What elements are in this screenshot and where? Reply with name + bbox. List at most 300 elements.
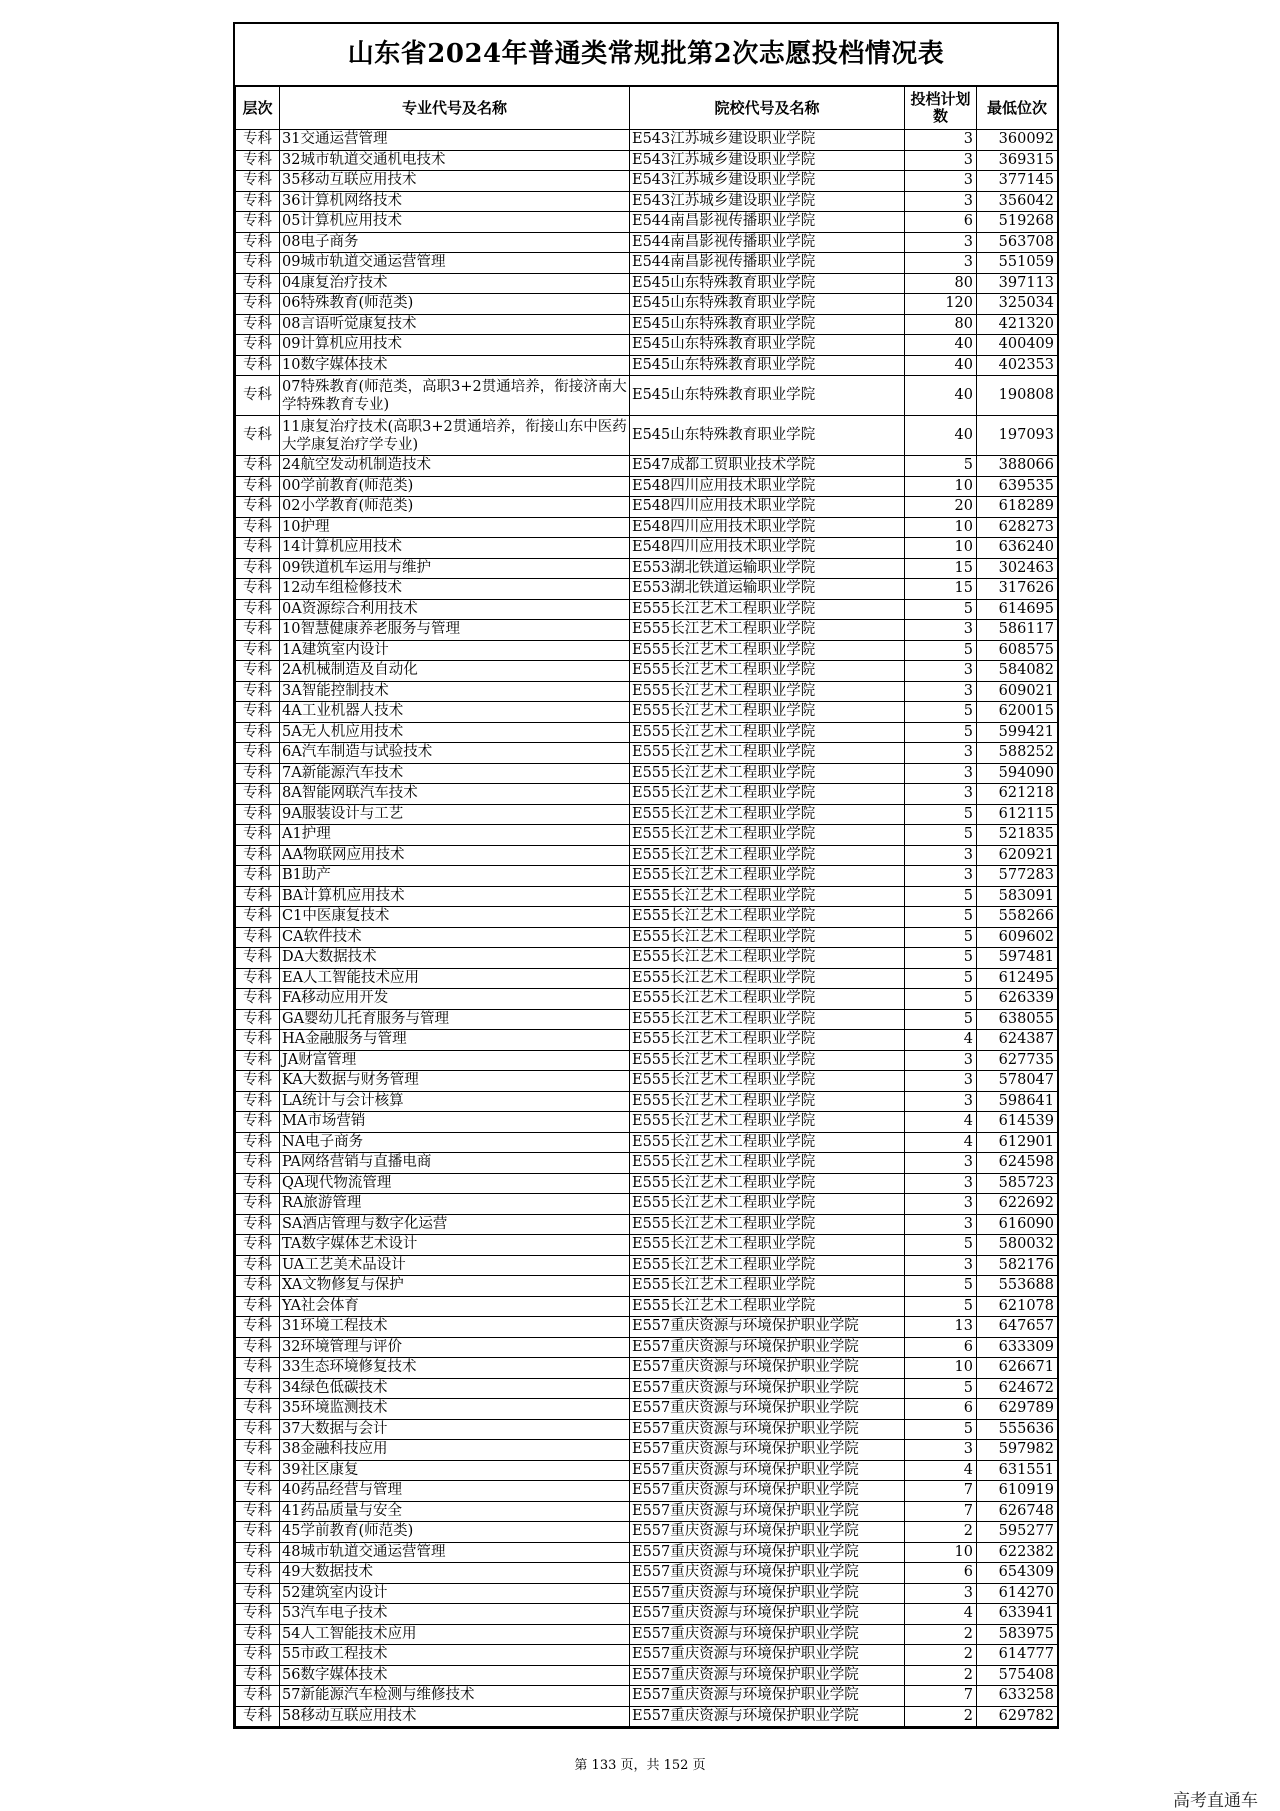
- cell-rank: 421320: [977, 314, 1058, 335]
- cell-rank: 626671: [977, 1358, 1058, 1379]
- cell-plan: 6: [905, 1337, 977, 1358]
- cell-plan: 5: [905, 1378, 977, 1399]
- cell-school: E555长江艺术工程职业学院: [630, 989, 905, 1010]
- admission-table: [235, 87, 1058, 1727]
- table-row: [236, 804, 1058, 825]
- cell-school: E555长江艺术工程职业学院: [630, 1194, 905, 1215]
- table-row: [236, 681, 1058, 702]
- cell-school: E548四川应用技术职业学院: [630, 476, 905, 497]
- cell-plan: 3: [905, 763, 977, 784]
- cell-level: 专科: [236, 1686, 280, 1707]
- cell-level: 专科: [236, 1030, 280, 1051]
- cell-major: 36计算机网络技术: [280, 191, 630, 212]
- cell-level: 专科: [236, 1542, 280, 1563]
- cell-major: 04康复治疗技术: [280, 273, 630, 294]
- cell-school: E543江苏城乡建设职业学院: [630, 150, 905, 171]
- cell-level: 专科: [236, 232, 280, 253]
- table-row: [236, 1419, 1058, 1440]
- brand-watermark: 高考直通车: [1173, 1791, 1258, 1811]
- cell-plan: 2: [905, 1645, 977, 1666]
- cell-plan: 5: [905, 886, 977, 907]
- table-row: [236, 1153, 1058, 1174]
- table-row: [236, 579, 1058, 600]
- cell-rank: 614270: [977, 1583, 1058, 1604]
- table-row: [236, 1665, 1058, 1686]
- cell-plan: 6: [905, 212, 977, 233]
- cell-level: 专科: [236, 722, 280, 743]
- table-row: [236, 743, 1058, 764]
- cell-major: 24航空发动机制造技术: [280, 456, 630, 477]
- cell-level: 专科: [236, 1645, 280, 1666]
- cell-plan: 6: [905, 1563, 977, 1584]
- header-plan: [905, 87, 977, 130]
- cell-school: E555长江艺术工程职业学院: [630, 1255, 905, 1276]
- table-row: [236, 1071, 1058, 1092]
- table-row: [236, 722, 1058, 743]
- cell-plan: 5: [905, 702, 977, 723]
- cell-rank: 621218: [977, 784, 1058, 805]
- cell-rank: 360092: [977, 130, 1058, 151]
- cell-plan: 3: [905, 232, 977, 253]
- table-row: [236, 1358, 1058, 1379]
- cell-major: 35移动互联应用技术: [280, 171, 630, 192]
- table-row: [236, 1542, 1058, 1563]
- cell-plan: 3: [905, 1091, 977, 1112]
- cell-plan: 5: [905, 989, 977, 1010]
- cell-major: 6A汽车制造与试验技术: [280, 743, 630, 764]
- cell-school: E557重庆资源与环境保护职业学院: [630, 1337, 905, 1358]
- table-row: [236, 907, 1058, 928]
- cell-level: 专科: [236, 599, 280, 620]
- cell-plan: 5: [905, 927, 977, 948]
- cell-level: 专科: [236, 1522, 280, 1543]
- cell-school: E548四川应用技术职业学院: [630, 517, 905, 538]
- cell-major: 49大数据技术: [280, 1563, 630, 1584]
- cell-rank: 621078: [977, 1296, 1058, 1317]
- cell-rank: 594090: [977, 763, 1058, 784]
- cell-school: E543江苏城乡建设职业学院: [630, 191, 905, 212]
- cell-school: E553湖北铁道运输职业学院: [630, 558, 905, 579]
- table-row: [236, 825, 1058, 846]
- cell-major: 3A智能控制技术: [280, 681, 630, 702]
- cell-plan: 4: [905, 1112, 977, 1133]
- cell-school: E557重庆资源与环境保护职业学院: [630, 1542, 905, 1563]
- table-row: [236, 1624, 1058, 1645]
- cell-level: 专科: [236, 538, 280, 559]
- cell-school: E544南昌影视传播职业学院: [630, 212, 905, 233]
- cell-school: E555长江艺术工程职业学院: [630, 743, 905, 764]
- cell-major: DA大数据技术: [280, 948, 630, 969]
- cell-rank: 583975: [977, 1624, 1058, 1645]
- table-row: [236, 845, 1058, 866]
- cell-rank: 563708: [977, 232, 1058, 253]
- cell-rank: 609602: [977, 927, 1058, 948]
- cell-rank: 614539: [977, 1112, 1058, 1133]
- cell-rank: 622692: [977, 1194, 1058, 1215]
- cell-major: EA人工智能技术应用: [280, 968, 630, 989]
- cell-level: 专科: [236, 456, 280, 477]
- cell-plan: 5: [905, 640, 977, 661]
- cell-plan: 5: [905, 599, 977, 620]
- cell-plan: 3: [905, 743, 977, 764]
- table-row: [236, 335, 1058, 356]
- cell-level: 专科: [236, 191, 280, 212]
- table-row: [236, 1522, 1058, 1543]
- cell-rank: 626748: [977, 1501, 1058, 1522]
- table-row: [236, 1235, 1058, 1256]
- table-row: [236, 538, 1058, 559]
- table-row: [236, 640, 1058, 661]
- cell-level: 专科: [236, 681, 280, 702]
- cell-level: 专科: [236, 273, 280, 294]
- cell-rank: 633309: [977, 1337, 1058, 1358]
- cell-level: 专科: [236, 620, 280, 641]
- cell-rank: 397113: [977, 273, 1058, 294]
- cell-level: 专科: [236, 825, 280, 846]
- cell-rank: 624387: [977, 1030, 1058, 1051]
- cell-plan: 3: [905, 191, 977, 212]
- cell-level: 专科: [236, 1255, 280, 1276]
- cell-major: 38金融科技应用: [280, 1440, 630, 1461]
- table-row: [236, 1378, 1058, 1399]
- cell-school: E555长江艺术工程职业学院: [630, 1112, 905, 1133]
- cell-rank: 519268: [977, 212, 1058, 233]
- cell-plan: 3: [905, 1050, 977, 1071]
- table-row: [236, 661, 1058, 682]
- cell-school: E557重庆资源与环境保护职业学院: [630, 1399, 905, 1420]
- cell-rank: 633941: [977, 1604, 1058, 1625]
- table-row: [236, 1194, 1058, 1215]
- cell-rank: 654309: [977, 1563, 1058, 1584]
- cell-rank: 628273: [977, 517, 1058, 538]
- cell-rank: 616090: [977, 1214, 1058, 1235]
- cell-plan: 3: [905, 171, 977, 192]
- cell-rank: 638055: [977, 1009, 1058, 1030]
- cell-level: 专科: [236, 1501, 280, 1522]
- table-row: [236, 416, 1058, 456]
- cell-major: 56数字媒体技术: [280, 1665, 630, 1686]
- cell-school: E544南昌影视传播职业学院: [630, 232, 905, 253]
- cell-level: 专科: [236, 212, 280, 233]
- cell-school: E555长江艺术工程职业学院: [630, 1214, 905, 1235]
- cell-rank: 631551: [977, 1460, 1058, 1481]
- cell-level: 专科: [236, 314, 280, 335]
- cell-plan: 40: [905, 335, 977, 356]
- cell-level: 专科: [236, 355, 280, 376]
- cell-level: 专科: [236, 640, 280, 661]
- cell-school: E557重庆资源与环境保护职业学院: [630, 1645, 905, 1666]
- cell-major: CA软件技术: [280, 927, 630, 948]
- cell-school: E555长江艺术工程职业学院: [630, 1296, 905, 1317]
- cell-school: E557重庆资源与环境保护职业学院: [630, 1440, 905, 1461]
- cell-plan: 20: [905, 497, 977, 518]
- cell-school: E545山东特殊教育职业学院: [630, 335, 905, 356]
- cell-rank: 633258: [977, 1686, 1058, 1707]
- table-row: [236, 1460, 1058, 1481]
- cell-school: E557重庆资源与环境保护职业学院: [630, 1686, 905, 1707]
- cell-major: 40药品经营与管理: [280, 1481, 630, 1502]
- cell-major: KA大数据与财务管理: [280, 1071, 630, 1092]
- cell-major: 0A资源综合利用技术: [280, 599, 630, 620]
- cell-level: 专科: [236, 1091, 280, 1112]
- cell-school: E555长江艺术工程职业学院: [630, 599, 905, 620]
- cell-rank: 555636: [977, 1419, 1058, 1440]
- cell-rank: 377145: [977, 171, 1058, 192]
- cell-school: E547成都工贸职业技术学院: [630, 456, 905, 477]
- cell-level: 专科: [236, 294, 280, 315]
- cell-school: E555长江艺术工程职业学院: [630, 640, 905, 661]
- cell-major: 35环境监测技术: [280, 1399, 630, 1420]
- cell-major: 39社区康复: [280, 1460, 630, 1481]
- cell-rank: 629782: [977, 1706, 1058, 1727]
- cell-rank: 575408: [977, 1665, 1058, 1686]
- cell-major: 09城市轨道交通运营管理: [280, 253, 630, 274]
- cell-major: UA工艺美术品设计: [280, 1255, 630, 1276]
- cell-rank: 317626: [977, 579, 1058, 600]
- cell-rank: 626339: [977, 989, 1058, 1010]
- cell-school: E548四川应用技术职业学院: [630, 538, 905, 559]
- cell-level: 专科: [236, 1337, 280, 1358]
- cell-major: 11康复治疗技术(高职3+2贯通培养，衔接山东中医药大学康复治疗学专业): [280, 416, 630, 456]
- table-row: [236, 1501, 1058, 1522]
- header-rank: 最低位次: [977, 87, 1058, 130]
- cell-plan: 5: [905, 1276, 977, 1297]
- cell-school: E555长江艺术工程职业学院: [630, 1091, 905, 1112]
- cell-major: XA文物修复与保护: [280, 1276, 630, 1297]
- cell-plan: 3: [905, 661, 977, 682]
- cell-level: 专科: [236, 1296, 280, 1317]
- cell-level: 专科: [236, 907, 280, 928]
- cell-level: 专科: [236, 1399, 280, 1420]
- cell-plan: 10: [905, 517, 977, 538]
- cell-level: 专科: [236, 1050, 280, 1071]
- cell-major: AA物联网应用技术: [280, 845, 630, 866]
- cell-plan: 5: [905, 804, 977, 825]
- cell-school: E555长江艺术工程职业学院: [630, 763, 905, 784]
- cell-school: E557重庆资源与环境保护职业学院: [630, 1460, 905, 1481]
- table-row: [236, 1050, 1058, 1071]
- table-row: [236, 620, 1058, 641]
- cell-level: 专科: [236, 784, 280, 805]
- cell-level: 专科: [236, 804, 280, 825]
- cell-plan: 3: [905, 130, 977, 151]
- cell-plan: 13: [905, 1317, 977, 1338]
- cell-plan: 3: [905, 866, 977, 887]
- table-row: [236, 1686, 1058, 1707]
- cell-school: E553湖北铁道运输职业学院: [630, 579, 905, 600]
- cell-major: C1中医康复技术: [280, 907, 630, 928]
- cell-major: 02小学教育(师范类): [280, 497, 630, 518]
- cell-plan: 120: [905, 294, 977, 315]
- cell-level: 专科: [236, 1071, 280, 1092]
- table-row: [236, 1440, 1058, 1461]
- cell-major: 12动车组检修技术: [280, 579, 630, 600]
- table-row: [236, 1296, 1058, 1317]
- cell-rank: 618289: [977, 497, 1058, 518]
- table-row: [236, 1481, 1058, 1502]
- cell-plan: 10: [905, 538, 977, 559]
- cell-major: 41药品质量与安全: [280, 1501, 630, 1522]
- cell-plan: 40: [905, 355, 977, 376]
- cell-major: 09铁道机车运用与维护: [280, 558, 630, 579]
- cell-plan: 4: [905, 1604, 977, 1625]
- cell-school: E548四川应用技术职业学院: [630, 497, 905, 518]
- cell-school: E555长江艺术工程职业学院: [630, 1235, 905, 1256]
- cell-major: RA旅游管理: [280, 1194, 630, 1215]
- header-school: 院校代号及名称: [630, 87, 905, 130]
- cell-rank: 612115: [977, 804, 1058, 825]
- cell-school: E555长江艺术工程职业学院: [630, 1050, 905, 1071]
- cell-plan: 3: [905, 1071, 977, 1092]
- cell-school: E545山东特殊教育职业学院: [630, 355, 905, 376]
- cell-major: 09计算机应用技术: [280, 335, 630, 356]
- cell-rank: 586117: [977, 620, 1058, 641]
- table-row: [236, 763, 1058, 784]
- cell-school: E557重庆资源与环境保护职业学院: [630, 1665, 905, 1686]
- cell-rank: 577283: [977, 866, 1058, 887]
- cell-school: E555长江艺术工程职业学院: [630, 681, 905, 702]
- cell-level: 专科: [236, 517, 280, 538]
- cell-rank: 610919: [977, 1481, 1058, 1502]
- cell-major: 52建筑室内设计: [280, 1583, 630, 1604]
- cell-major: 06特殊教育(师范类): [280, 294, 630, 315]
- cell-school: E555长江艺术工程职业学院: [630, 968, 905, 989]
- cell-major: LA统计与会计核算: [280, 1091, 630, 1112]
- cell-rank: 595277: [977, 1522, 1058, 1543]
- cell-major: 57新能源汽车检测与维修技术: [280, 1686, 630, 1707]
- cell-level: 专科: [236, 130, 280, 151]
- table-row: [236, 989, 1058, 1010]
- cell-level: 专科: [236, 1378, 280, 1399]
- table-row: [236, 130, 1058, 151]
- cell-rank: 624598: [977, 1153, 1058, 1174]
- cell-plan: 4: [905, 1030, 977, 1051]
- table-row: [236, 1276, 1058, 1297]
- cell-level: 专科: [236, 1009, 280, 1030]
- cell-level: 专科: [236, 1153, 280, 1174]
- cell-level: 专科: [236, 476, 280, 497]
- table-row: [236, 1255, 1058, 1276]
- cell-school: E555长江艺术工程职业学院: [630, 927, 905, 948]
- table-row: [236, 456, 1058, 477]
- table-row: [236, 253, 1058, 274]
- cell-rank: 582176: [977, 1255, 1058, 1276]
- table-row: [236, 1604, 1058, 1625]
- cell-major: 48城市轨道交通运营管理: [280, 1542, 630, 1563]
- cell-plan: 2: [905, 1706, 977, 1727]
- cell-school: E557重庆资源与环境保护职业学院: [630, 1522, 905, 1543]
- cell-level: 专科: [236, 1358, 280, 1379]
- cell-level: 专科: [236, 335, 280, 356]
- table-row: [236, 702, 1058, 723]
- cell-level: 专科: [236, 1112, 280, 1133]
- cell-plan: 4: [905, 1132, 977, 1153]
- cell-school: E557重庆资源与环境保护职业学院: [630, 1378, 905, 1399]
- cell-level: 专科: [236, 1194, 280, 1215]
- table-row: [236, 191, 1058, 212]
- cell-level: 专科: [236, 1706, 280, 1727]
- cell-school: E543江苏城乡建设职业学院: [630, 130, 905, 151]
- cell-school: E544南昌影视传播职业学院: [630, 253, 905, 274]
- cell-rank: 584082: [977, 661, 1058, 682]
- cell-plan: 5: [905, 968, 977, 989]
- cell-level: 专科: [236, 1173, 280, 1194]
- cell-school: E555长江艺术工程职业学院: [630, 845, 905, 866]
- table-row: [236, 784, 1058, 805]
- cell-major: 31交通运营管理: [280, 130, 630, 151]
- cell-plan: 5: [905, 825, 977, 846]
- table-row: [236, 1317, 1058, 1338]
- table-row: [236, 886, 1058, 907]
- cell-major: 00学前教育(师范类): [280, 476, 630, 497]
- cell-major: 32环境管理与评价: [280, 1337, 630, 1358]
- cell-level: 专科: [236, 376, 280, 416]
- cell-school: E555长江艺术工程职业学院: [630, 1153, 905, 1174]
- cell-school: E555长江艺术工程职业学院: [630, 1132, 905, 1153]
- cell-major: 08电子商务: [280, 232, 630, 253]
- cell-school: E555长江艺术工程职业学院: [630, 886, 905, 907]
- cell-major: HA金融服务与管理: [280, 1030, 630, 1051]
- cell-level: 专科: [236, 497, 280, 518]
- cell-level: 专科: [236, 558, 280, 579]
- cell-school: E545山东特殊教育职业学院: [630, 273, 905, 294]
- cell-level: 专科: [236, 661, 280, 682]
- cell-level: 专科: [236, 989, 280, 1010]
- cell-major: GA婴幼儿托育服务与管理: [280, 1009, 630, 1030]
- table-row: [236, 1091, 1058, 1112]
- cell-plan: 80: [905, 314, 977, 335]
- cell-level: 专科: [236, 702, 280, 723]
- table-body: [236, 130, 1058, 1727]
- cell-school: E555长江艺术工程职业学院: [630, 1071, 905, 1092]
- header-major: 专业代号及名称: [280, 87, 630, 130]
- cell-rank: 388066: [977, 456, 1058, 477]
- table-row: [236, 1132, 1058, 1153]
- cell-plan: 3: [905, 620, 977, 641]
- cell-major: 34绿色低碳技术: [280, 1378, 630, 1399]
- cell-rank: 636240: [977, 538, 1058, 559]
- cell-school: E557重庆资源与环境保护职业学院: [630, 1419, 905, 1440]
- cell-rank: 614777: [977, 1645, 1058, 1666]
- cell-major: BA计算机应用技术: [280, 886, 630, 907]
- cell-level: 专科: [236, 150, 280, 171]
- cell-level: 专科: [236, 948, 280, 969]
- cell-school: E555长江艺术工程职业学院: [630, 804, 905, 825]
- table-row: [236, 1706, 1058, 1727]
- cell-rank: 597982: [977, 1440, 1058, 1461]
- cell-rank: 583091: [977, 886, 1058, 907]
- cell-level: 专科: [236, 743, 280, 764]
- cell-rank: 622382: [977, 1542, 1058, 1563]
- cell-school: E557重庆资源与环境保护职业学院: [630, 1317, 905, 1338]
- cell-level: 专科: [236, 1563, 280, 1584]
- admission-table-sheet: [233, 22, 1059, 1729]
- cell-major: 5A无人机应用技术: [280, 722, 630, 743]
- cell-plan: 15: [905, 558, 977, 579]
- cell-rank: 369315: [977, 150, 1058, 171]
- cell-level: 专科: [236, 927, 280, 948]
- table-row: [236, 1173, 1058, 1194]
- cell-school: E555长江艺术工程职业学院: [630, 1009, 905, 1030]
- cell-plan: 3: [905, 1194, 977, 1215]
- cell-school: E555长江艺术工程职业学院: [630, 702, 905, 723]
- cell-plan: 3: [905, 784, 977, 805]
- cell-level: 专科: [236, 1440, 280, 1461]
- cell-rank: 647657: [977, 1317, 1058, 1338]
- cell-rank: 627735: [977, 1050, 1058, 1071]
- cell-level: 专科: [236, 253, 280, 274]
- table-row: [236, 294, 1058, 315]
